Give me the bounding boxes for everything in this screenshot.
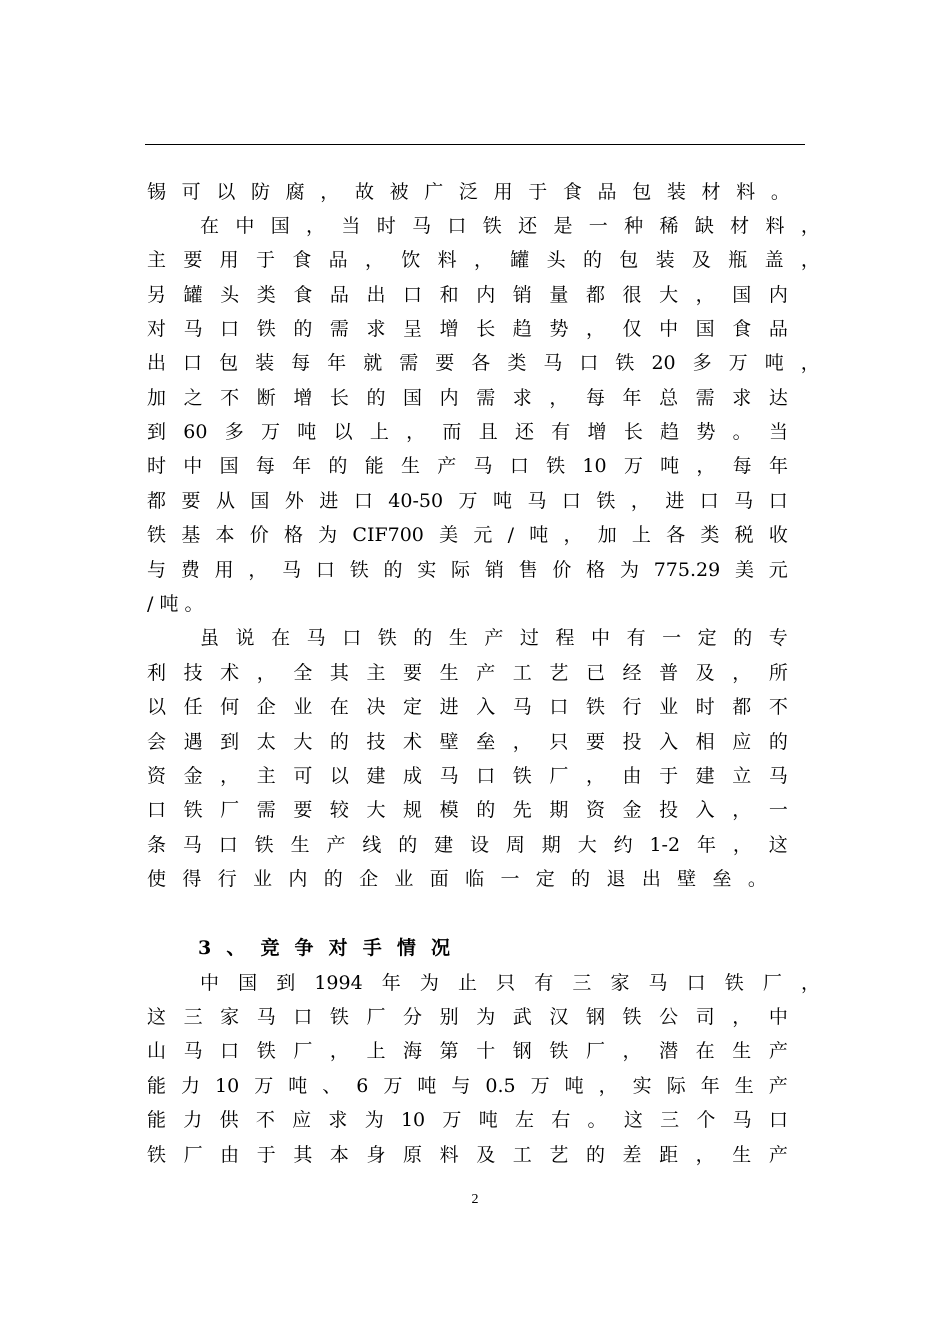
- text-line: 这 三 家 马 口 铁 厂 分 别 为 武 汉 钢 铁 公 司 ， 中: [147, 1006, 788, 1028]
- text-line: 时 中 国 每 年 的 能 生 产 马 口 铁 10 万 吨 ， 每 年: [147, 455, 788, 477]
- text-line: 出 口 包 装 每 年 就 需 要 各 类 马 口 铁 20 多 万 吨 ，: [147, 352, 820, 374]
- text-line: / 吨 。: [147, 593, 204, 615]
- header-rule: [145, 144, 805, 145]
- text-line: 另 罐 头 类 食 品 出 口 和 内 销 量 都 很 大 ， 国 内: [147, 284, 788, 306]
- text-line: 口 铁 厂 需 要 较 大 规 模 的 先 期 资 金 投 入 ， 一: [147, 799, 788, 821]
- text-line: 以 任 何 企 业 在 决 定 进 入 马 口 铁 行 业 时 都 不: [147, 696, 788, 718]
- text-line: 在 中 国 ， 当 时 马 口 铁 还 是 一 种 稀 缺 材 料 ，: [200, 215, 820, 237]
- text-line: 能 力 10 万 吨 、 6 万 吨 与 0.5 万 吨 ， 实 际 年 生 产: [147, 1075, 788, 1097]
- text-line: 山 马 口 铁 厂 ， 上 海 第 十 钢 铁 厂 ， 潜 在 生 产: [147, 1040, 788, 1062]
- text-line: 虽 说 在 马 口 铁 的 生 产 过 程 中 有 一 定 的 专: [200, 627, 788, 649]
- text-line: 能 力 供 不 应 求 为 10 万 吨 左 右 。 这 三 个 马 口: [147, 1109, 788, 1131]
- text-line: 会 遇 到 太 大 的 技 术 壁 垒 ， 只 要 投 入 相 应 的: [147, 731, 788, 753]
- text-line: 铁 厂 由 于 其 本 身 原 料 及 工 艺 的 差 距 ， 生 产: [147, 1144, 788, 1166]
- section-heading: 3 、 竞 争 对 手 情 况: [198, 937, 450, 959]
- text-line: 利 技 术 ， 全 其 主 要 生 产 工 艺 已 经 普 及 ， 所: [147, 662, 788, 684]
- text-line: 资 金 ， 主 可 以 建 成 马 口 铁 厂 ， 由 于 建 立 马: [147, 765, 788, 787]
- text-line: 中 国 到 1994 年 为 止 只 有 三 家 马 口 铁 厂 ，: [200, 972, 820, 994]
- text-line: 锡 可 以 防 腐 ， 故 被 广 泛 用 于 食 品 包 装 材 料 。: [147, 181, 790, 203]
- text-line: 都 要 从 国 外 进 口 40-50 万 吨 马 口 铁 ， 进 口 马 口: [147, 490, 788, 512]
- text-line: 与 费 用 ， 马 口 铁 的 实 际 销 售 价 格 为 775.29 美 元: [147, 559, 788, 581]
- text-line: 主 要 用 于 食 品 ， 饮 料 ， 罐 头 的 包 装 及 瓶 盖 ，: [147, 249, 820, 271]
- text-line: 条 马 口 铁 生 产 线 的 建 设 周 期 大 约 1-2 年 ， 这: [147, 834, 788, 856]
- text-line: 到 60 多 万 吨 以 上 ， 而 且 还 有 增 长 趋 势 。 当: [147, 421, 788, 443]
- page-number: 2: [471, 1192, 479, 1207]
- text-line: 对 马 口 铁 的 需 求 呈 增 长 趋 势 ， 仅 中 国 食 品: [147, 318, 788, 340]
- text-line: 加 之 不 断 增 长 的 国 内 需 求 ， 每 年 总 需 求 达: [147, 387, 788, 409]
- text-line: 使 得 行 业 内 的 企 业 面 临 一 定 的 退 出 壁 垒 。: [147, 868, 767, 890]
- text-line: 铁 基 本 价 格 为 CIF700 美 元 / 吨 ， 加 上 各 类 税 收: [147, 524, 788, 546]
